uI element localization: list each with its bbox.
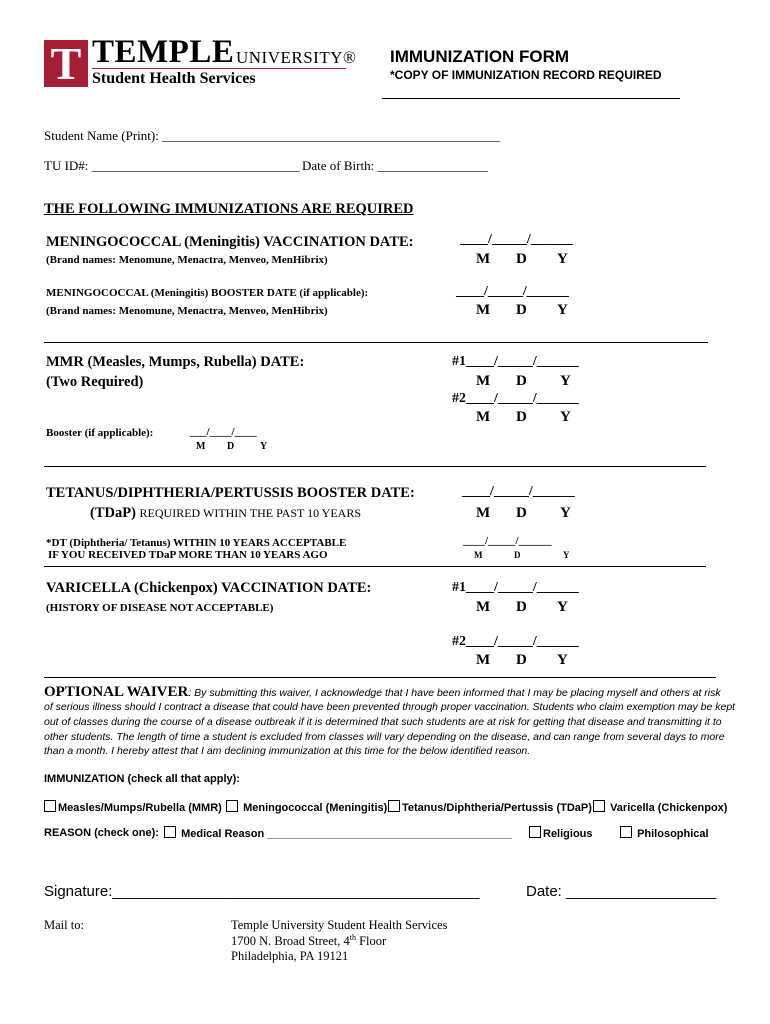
date-y-label: Y — [563, 550, 570, 560]
mmr-booster-label: Booster (if applicable): — [46, 427, 154, 439]
waiver-text-line2: of serious illness should I contract a disease that could have been prevented through proper vaccination. Students who claim exemption may be kept — [44, 701, 736, 713]
date-y-label: Y — [557, 652, 568, 668]
checkbox-religious[interactable] — [529, 826, 541, 838]
date-y-label: Y — [560, 373, 571, 389]
checkbox-philosophical[interactable] — [620, 826, 632, 838]
logo-subtitle: Student Health Services — [92, 70, 256, 87]
date-m-label: M — [476, 599, 491, 615]
waiver-title: OPTIONAL WAIVER — [44, 684, 189, 700]
mmr-booster-date-field[interactable]: ___/____/____ — [190, 426, 257, 438]
date-d-label: D — [516, 251, 527, 267]
date-d-label: D — [516, 652, 527, 668]
reason-religious[interactable] — [529, 826, 593, 840]
reason-philosophical[interactable] — [620, 826, 709, 840]
waiver-text-line1: : By submitting this waiver, I acknowledge that I have been informed that I may be placing myself and others at risk — [188, 687, 721, 699]
signature-date-field[interactable]: Date: __________________ — [526, 883, 717, 900]
waiver-text-line5: than a month. I hereby attest that I am declining immunization at this time for the below identified reason. — [44, 745, 531, 757]
logo-name: TEMPLE — [92, 34, 235, 70]
varicella-first-date-field[interactable]: #1____/_____/______ — [452, 580, 579, 595]
date-y-label: Y — [560, 409, 571, 425]
meningococcal-date-field[interactable]: ____/_____/______ — [460, 232, 573, 247]
dob-field[interactable]: Date of Birth: _________________ — [302, 158, 488, 173]
mail-address-line2 — [231, 933, 386, 949]
meningococcal-title: MENINGOCOCCAL (Meningitis) VACCINATION DATE: — [46, 234, 414, 250]
date-m-label: M — [474, 550, 483, 560]
required-heading: THE FOLLOWING IMMUNIZATIONS ARE REQUIRED — [44, 201, 414, 217]
tu-id-field[interactable]: TU ID#: ________________________________ — [44, 158, 300, 173]
varicella-note: (HISTORY OF DISEASE NOT ACCEPTABLE) — [46, 602, 274, 614]
option-tdap[interactable] — [388, 800, 592, 814]
date-m-label: M — [476, 409, 491, 425]
date-d-label: D — [227, 441, 235, 452]
mmr-subtitle: (Two Required) — [46, 374, 144, 390]
date-y-label: Y — [557, 302, 568, 318]
mail-floor: Floor — [355, 934, 387, 949]
varicella-title: VARICELLA (Chickenpox) VACCINATION DATE: — [46, 580, 372, 596]
mail-address-line3: Philadelphia, PA 19121 — [231, 949, 349, 963]
header-rule — [382, 98, 680, 99]
form-title: IMMUNIZATION FORM — [390, 47, 570, 66]
tdap-label: (TDaP) — [90, 505, 136, 521]
checkbox-varicella[interactable] — [593, 800, 605, 812]
waiver-text-line4: other students. The length of time a student is excluded from classes will vary depending on the disease, and can range from several days to more — [44, 731, 725, 743]
section-divider — [44, 677, 716, 678]
option-meningococcal[interactable] — [226, 800, 387, 814]
date-m-label: M — [476, 302, 491, 318]
meningococcal-booster-brands: (Brand names: Menomune, Menactra, Menveo, MenHibrix) — [46, 305, 328, 317]
date-d-label: D — [514, 550, 521, 560]
option-meningococcal-label: Meningococcal (Meningitis) — [243, 802, 388, 814]
reason-medical-label[interactable]: Medical Reason ________________________________________ — [181, 828, 512, 840]
date-d-label: D — [516, 302, 527, 318]
tetanus-date-field[interactable]: ____/_____/______ — [462, 484, 575, 499]
date-m-label: M — [196, 441, 206, 452]
checkbox-tdap[interactable] — [388, 800, 400, 812]
meningococcal-brands: (Brand names: Menomune, Menactra, Menveo, MenHibrix) — [46, 254, 328, 266]
date-y-label: Y — [260, 441, 268, 452]
date-m-label: M — [476, 373, 491, 389]
signature-field[interactable]: Signature:____________________________________________ — [44, 883, 480, 900]
checkbox-mmr[interactable] — [44, 800, 56, 812]
date-y-label: Y — [560, 505, 571, 521]
mail-label: Mail to: — [44, 918, 84, 932]
dt-date-field[interactable]: ____/_____/______ — [463, 535, 552, 547]
option-tdap-label: Tetanus/Diphtheria/Pertussis (TDaP) — [402, 802, 592, 814]
checkbox-medical[interactable] — [164, 826, 176, 838]
date-m-label: M — [476, 251, 491, 267]
mmr-second-date-field[interactable]: #2____/_____/______ — [452, 391, 579, 406]
waiver-text-line3: out of classes during the course of a disease outbreak if it is determined that such students are at risk for getting that disease and transmitting it to — [44, 716, 722, 728]
date-m-label: M — [476, 505, 491, 521]
date-y-label: Y — [557, 251, 568, 267]
mail-address-line1: Temple University Student Health Services — [231, 918, 448, 932]
checkbox-meningococcal[interactable] — [226, 800, 238, 812]
date-d-label: D — [516, 505, 527, 521]
date-d-label: D — [516, 599, 527, 615]
logo-letter: T — [50, 38, 82, 89]
reason-religious-label: Religious — [543, 828, 593, 840]
tetanus-title: TETANUS/DIPHTHERIA/PERTUSSIS BOOSTER DATE: — [46, 485, 415, 501]
mail-street: 1700 N. Broad Street, 4 — [231, 934, 350, 949]
section-divider — [44, 342, 708, 343]
logo-university: UNIVERSITY® — [236, 48, 357, 67]
meningococcal-booster-title: MENINGOCOCCAL (Meningitis) BOOSTER DATE (if applicable): — [46, 287, 369, 299]
reason-label: REASON (check one): — [44, 827, 159, 839]
date-y-label: Y — [557, 599, 568, 615]
reason-philosophical-label: Philosophical — [637, 828, 709, 840]
waiver-check-heading: IMMUNIZATION (check all that apply): — [44, 773, 240, 785]
option-mmr-label: Measles/Mumps/Rubella (MMR) — [58, 802, 222, 814]
form-subtitle: *COPY OF IMMUNIZATION RECORD REQUIRED — [390, 68, 662, 82]
logo-divider — [92, 68, 346, 69]
section-divider — [44, 466, 706, 467]
date-m-label: M — [476, 652, 491, 668]
varicella-second-date-field[interactable]: #2____/_____/______ — [452, 634, 579, 649]
date-d-label: D — [516, 409, 527, 425]
option-varicella[interactable] — [593, 800, 727, 814]
student-name-field[interactable]: Student Name (Print): ____________________________________________________ — [44, 128, 501, 143]
mmr-title: MMR (Measles, Mumps, Rubella) DATE: — [46, 354, 305, 370]
option-varicella-label: Varicella (Chickenpox) — [610, 802, 728, 814]
date-d-label: D — [516, 373, 527, 389]
mail-floor-suffix: th — [349, 933, 356, 942]
dt-note-line1: *DT (Diphtheria/ Tetanus) WITHIN 10 YEARS ACCEPTABLE — [46, 537, 347, 549]
temple-logo-mark — [44, 40, 88, 87]
section-divider — [44, 566, 706, 567]
reason-medical[interactable] — [164, 826, 512, 840]
option-mmr[interactable] — [44, 800, 222, 814]
meningococcal-booster-date-field[interactable]: ____/_____/______ — [456, 284, 569, 299]
tdap-note: REQUIRED WITHIN THE PAST 10 YEARS — [139, 506, 362, 520]
mmr-first-date-field[interactable]: #1____/_____/______ — [452, 354, 579, 369]
dt-note-line2: IF YOU RECEIVED TDaP MORE THAN 10 YEARS AGO — [48, 549, 328, 561]
